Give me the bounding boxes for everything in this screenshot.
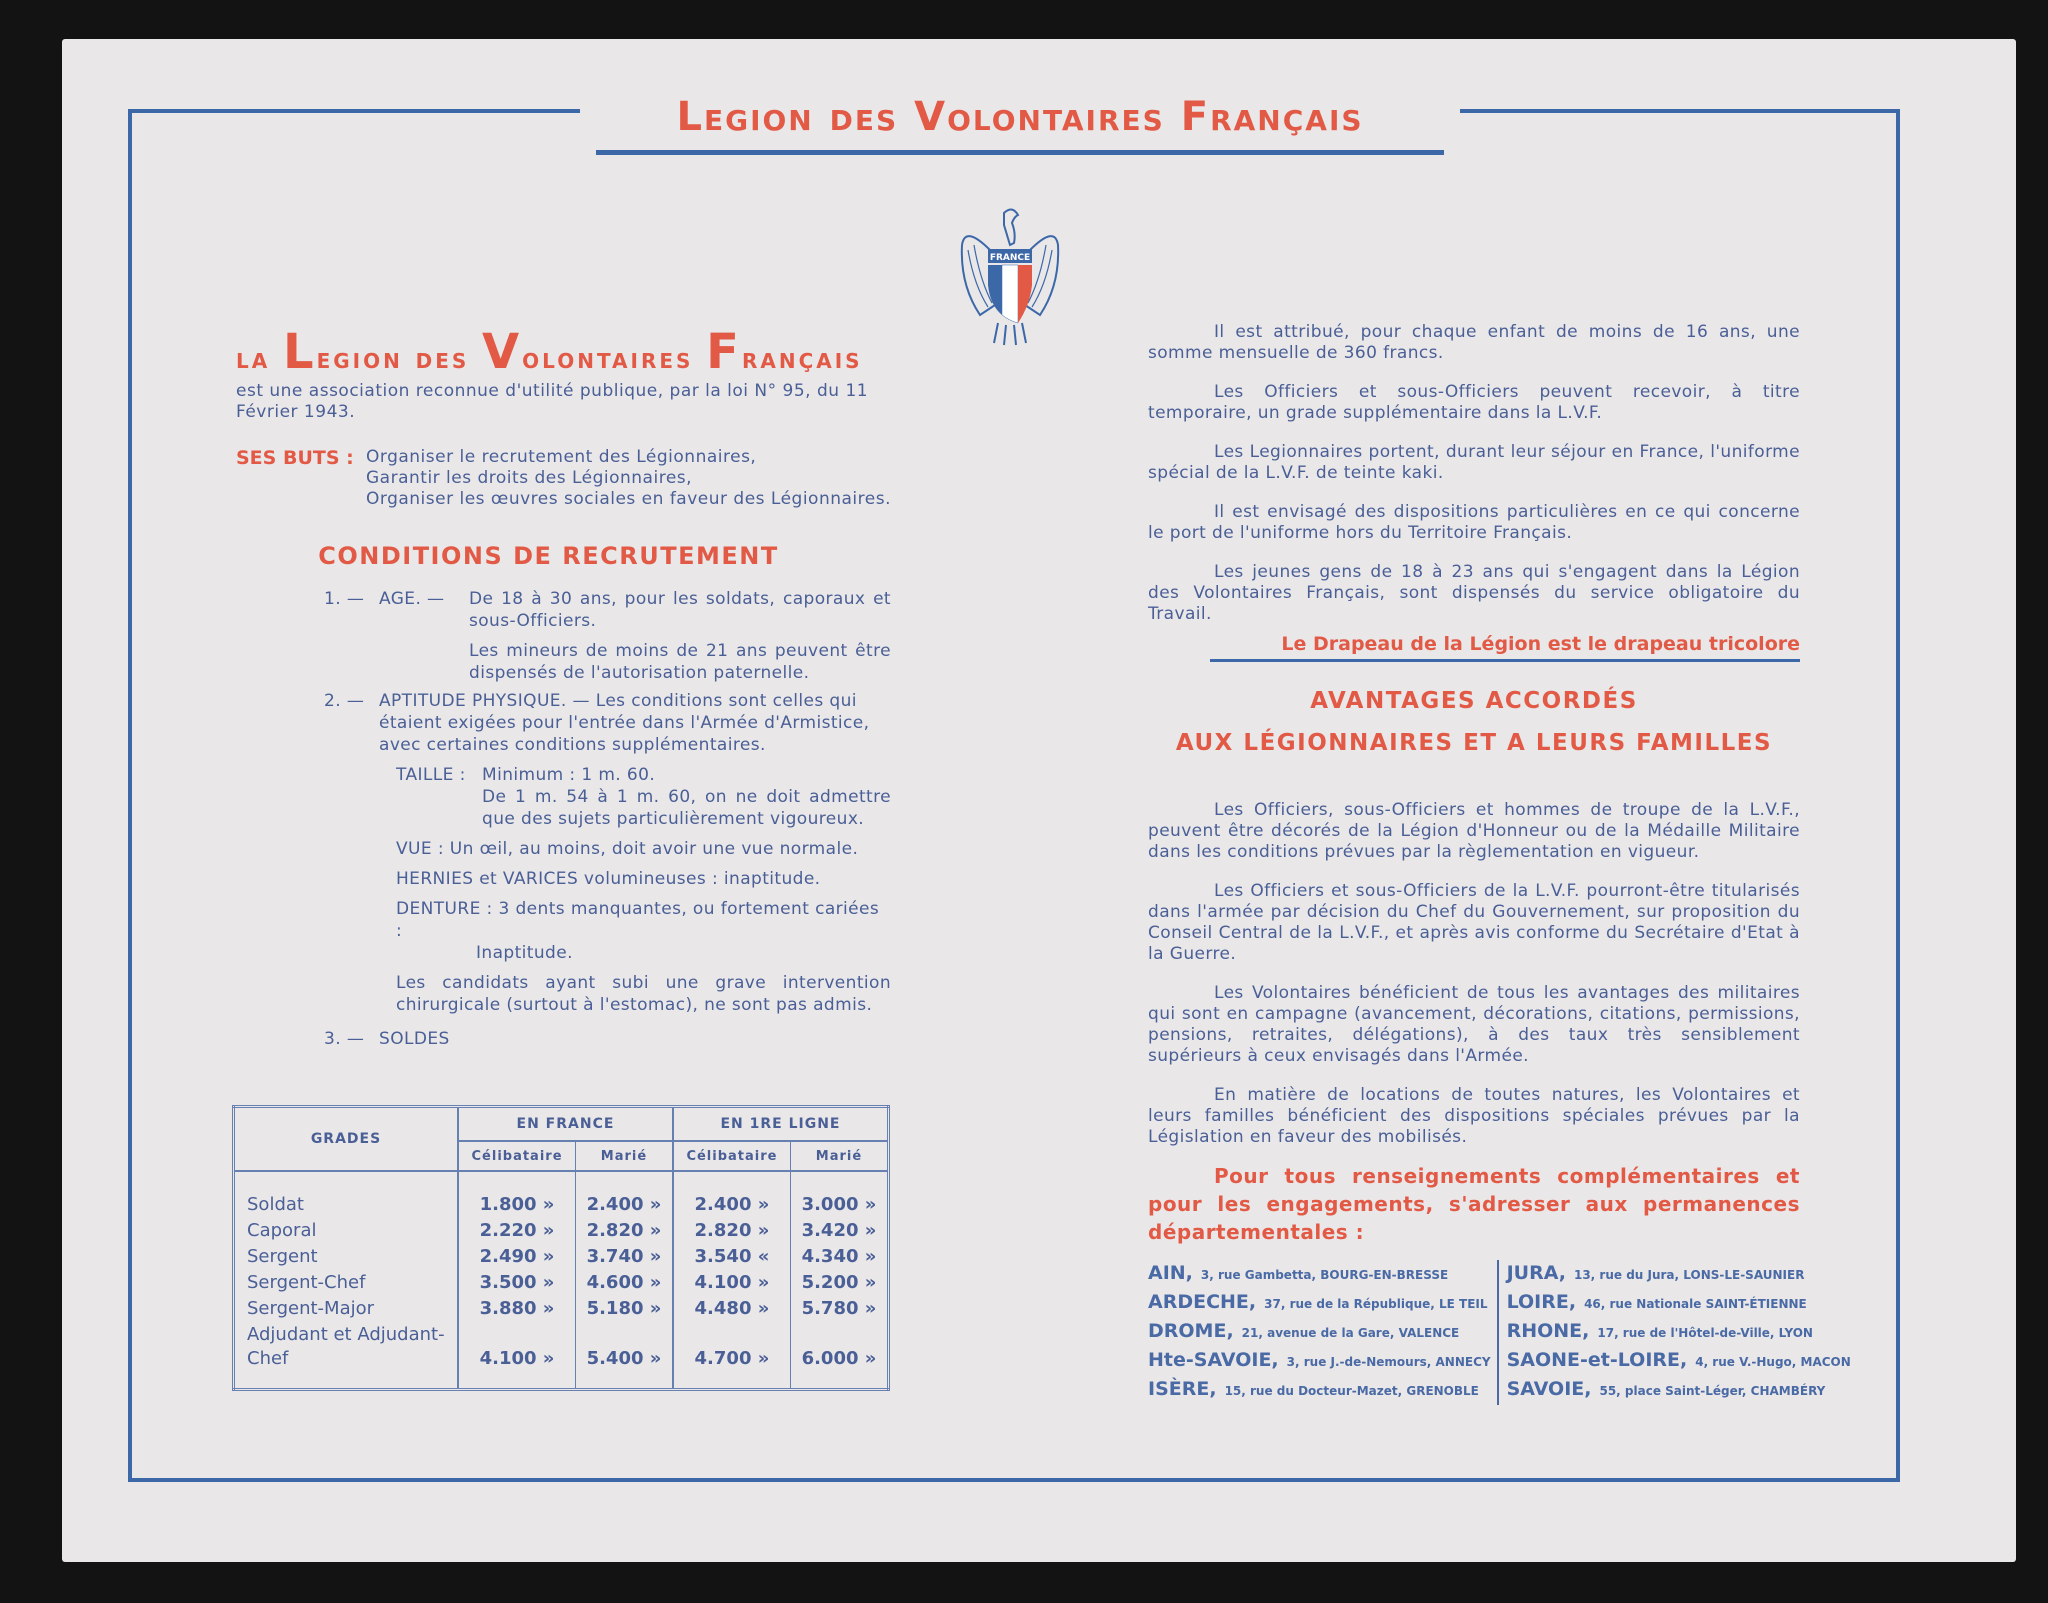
table-row: Soldat 1.800 » 2.400 » 2.400 » 3.000 » (234, 1192, 889, 1218)
header (580, 90, 1460, 160)
department-item: DROME, 21, avenue de la Gare, VALENCE (1148, 1320, 1460, 1342)
buts-label: SES BUTS : (236, 447, 354, 469)
table-row: Sergent 2.490 » 3.740 » 3.540 « 4.340 » (234, 1244, 889, 1270)
department-item: AIN, 3, rue Gambetta, BOURG-EN-BRESSE (1148, 1262, 1449, 1284)
paragraph: Il est envisagé des dispositions particulières en ce qui concerne le port de l'uniforme hors du Territoire Français. (1148, 502, 1800, 543)
condition-denture: DENTURE : 3 dents manquantes, ou fortement cariées : (396, 899, 880, 941)
condition-aptitude: 2. — APTITUDE PHYSIQUE. — Les conditions sont celles qui étaient exigées pour l'entrée dans l'Armée d'Armistice, avec certaines conditions supplémentaires. (324, 691, 870, 755)
department-item: SAVOIE, 55, place Saint-Léger, CHAMBÉRY (1506, 1378, 1826, 1400)
paragraph: Les Legionnaires portent, durant leur séjour en France, l'uniforme spécial de la L.V.F. de teinte kaki. (1148, 442, 1800, 483)
svg-text:FRANCE: FRANCE (989, 253, 1031, 263)
group-header-ligne: EN 1RE LIGNE (673, 1107, 889, 1142)
avantage-paragraph: En matière de locations de toutes natures, les Volontaires et leurs familles bénéficient des dispositions spéciales prévues par la Législation en faveur des mobilisés. (1148, 1085, 1800, 1147)
right-column (1148, 322, 1851, 1405)
department-item: SAONE-et-LOIRE, 4, rue V.-Hugo, MACON (1506, 1349, 1851, 1371)
department-item: Hte-SAVOIE, 3, rue J.-de-Nemours, ANNECY (1148, 1349, 1491, 1371)
department-item: LOIRE, 46, rue Nationale SAINT-ÉTIENNE (1506, 1291, 1807, 1313)
title-underline (596, 150, 1444, 155)
avantage-paragraph: Les Officiers, sous-Officiers et hommes de troupe de la L.V.F., peuvent être décorés de la Légion d'Honneur ou de la Médaille Militaire dans les conditions prévues par la règlementation en vigueur. (1148, 800, 1800, 862)
but-item: Garantir les droits des Légionnaires, (366, 468, 693, 488)
intro-title: la Legion des Volontaires Français (236, 324, 863, 380)
conditions-list (236, 588, 891, 1050)
table-row: Caporal 2.220 » 2.820 » 2.820 » 3.420 » (234, 1218, 889, 1244)
department-item: ARDECHE, 37, rue de la République, LE TEIL (1148, 1291, 1488, 1313)
department-item: JURA, 13, rue du Jura, LONS-LE-SAUNIER (1506, 1262, 1805, 1284)
age-note: Les mineurs de moins de 21 ans peuvent être dispensés de l'autorisation paternelle. (469, 641, 891, 683)
condition-hernies: HERNIES et VARICES volumineuses : inaptitude. (396, 869, 821, 889)
denture-result: Inaptitude. (476, 943, 573, 963)
table-row: Sergent-Major 3.880 » 5.180 » 4.480 » 5.780 » (234, 1296, 889, 1322)
but-item: Organiser le recrutement des Légionnaires, (366, 447, 757, 467)
table-row: Sergent-Chef 3.500 » 4.600 » 4.100 » 5.200 » (234, 1270, 889, 1296)
department-column-right (1499, 1260, 1851, 1405)
department-list (1148, 1260, 1851, 1405)
sub-header: Marié (790, 1141, 888, 1171)
paragraph: Les jeunes gens de 18 à 23 ans qui s'engagent dans la Légion des Volontaires Français, sont dispensés du service obligatoire du Travail. (1148, 562, 1800, 624)
avantage-paragraph: Les Volontaires bénéficient de tous les avantages des militaires qui sont en campagne (avancement, décorations, citations, permissions, pensions, retraites, délégations), à des taux très sensiblement supérieurs à ceux envisagés dans l'Armée. (1148, 983, 1800, 1066)
eagle-shield-icon (960, 205, 1060, 350)
soldes-table (232, 1105, 890, 1391)
page-title: Legion des Volontaires Français (676, 94, 1364, 140)
grades-header: GRADES (234, 1107, 459, 1172)
but-item: Organiser les œuvres sociales en faveur des Légionnaires. (366, 489, 891, 509)
buts-section (236, 447, 891, 510)
avantage-paragraph: Les Officiers et sous-Officiers de la L.V.F. pourront-être titularisés dans l'armée par décision du Chef du Gouvernement, sur proposition du Conseil Central de la L.V.F., et après avis conforme du Secrétaire d'Etat à la Guerre. (1148, 881, 1800, 964)
sub-header: Marié (576, 1141, 673, 1171)
condition-age: 1. — AGE. — De 18 à 30 ans, pour les soldats, caporaux et sous-Officiers. (324, 589, 891, 631)
paragraph: Il est attribué, pour chaque enfant de moins de 16 ans, une somme mensuelle de 360 francs. (1148, 322, 1800, 363)
drapeau-statement: Le Drapeau de la Légion est le drapeau tricolore (1210, 633, 1800, 662)
condition-candidats: Les candidats ayant subi une grave intervention chirurgicale (surtout à l'estomac), ne sont pas admis. (396, 973, 891, 1015)
condition-taille: TAILLE : Minimum : 1 m. 60. De 1 m. 54 à 1 m. 60, on ne doit admettre que des sujets particulièrement vigoureux. (396, 765, 891, 829)
condition-vue: VUE : Un œil, au moins, doit avoir une vue normale. (396, 839, 859, 859)
sub-header: Célibataire (458, 1141, 576, 1171)
left-column (236, 324, 891, 1050)
sub-header: Célibataire (673, 1141, 791, 1171)
group-header-france: EN FRANCE (458, 1107, 673, 1142)
condition-soldes: 3. — SOLDES (324, 1029, 450, 1049)
department-item: RHONE, 17, rue de l'Hôtel-de-Ville, LYON (1506, 1320, 1813, 1342)
contact-statement: Pour tous renseignements complémentaires et pour les engagements, s'adresser aux permanences départementales : (1148, 1164, 1800, 1244)
department-column-left (1148, 1260, 1499, 1405)
intro-text: est une association reconnue d'utilité publique, par la loi N° 95, du 11 Février 1943. (236, 381, 869, 422)
conditions-title: CONDITIONS DE RECRUTEMENT (318, 542, 779, 570)
table-row: Adjudant et Adjudant-Chef 4.100 » 5.400 » 4.700 » 6.000 » (234, 1322, 889, 1372)
avantages-title: AVANTAGES ACCORDÉS AUX LÉGIONNAIRES ET A LEURS FAMILLES (1175, 688, 1773, 756)
department-item: ISÈRE, 15, rue du Docteur-Mazet, GRENOBLE (1148, 1378, 1479, 1400)
paragraph: Les Officiers et sous-Officiers peuvent recevoir, à titre temporaire, un grade supplémentaire dans la L.V.F. (1148, 382, 1800, 423)
